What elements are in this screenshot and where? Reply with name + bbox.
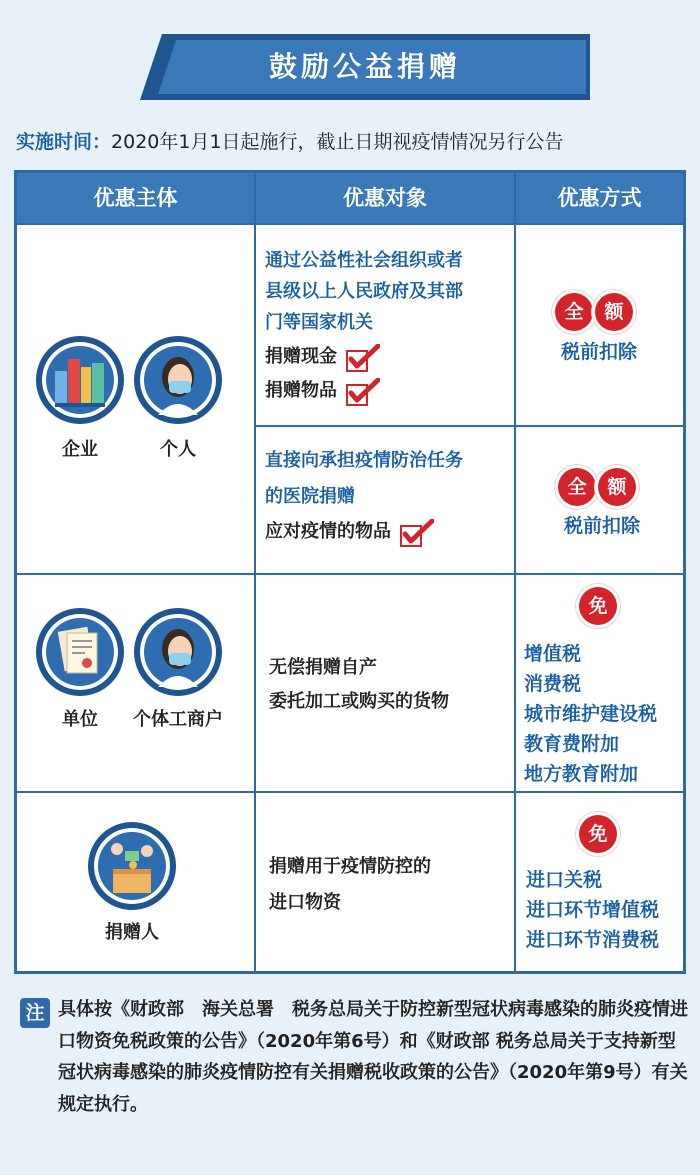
object-intro: 的医院捐赠 (265, 486, 355, 507)
object-line: 捐赠用于疫情防控的 (269, 856, 431, 877)
full-amount-badge (555, 293, 633, 331)
object-intro: 直接向承担疫情防治任务 (265, 450, 463, 471)
person-icon (133, 607, 223, 701)
object-intro: 门等国家机关 (265, 312, 373, 333)
exempt-badge (579, 815, 617, 853)
donation-icon (87, 821, 177, 915)
tax-item: 进口环节增值税 (526, 899, 660, 921)
tax-list (526, 865, 659, 955)
row-divider (17, 573, 683, 575)
object-line: 无偿捐赠自产 (269, 657, 377, 678)
object-intro: 县级以上人民政府及其部 (265, 281, 463, 302)
document-icon (35, 607, 125, 701)
badge-quan: 全 (555, 293, 593, 331)
tax-list (524, 639, 657, 789)
check-icon (346, 378, 380, 406)
tax-item: 进口环节消费税 (526, 929, 660, 951)
method-label: 税前扣除 (560, 341, 637, 363)
title-banner (140, 34, 590, 100)
object-cell (269, 849, 509, 921)
exempt-badge (579, 587, 617, 625)
tax-item: 教育费附加 (524, 733, 620, 755)
tax-item: 地方教育附加 (524, 763, 639, 785)
header-method: 优惠方式 (516, 173, 683, 223)
object-item: 捐赠现金 (265, 340, 511, 374)
note-text: 具体按《财政部 海关总署 税务总局关于防控新型冠状病毒感染的肺炎疫情进口物资免税政策的公告》（2020年第6号）和《财政部 税务总局关于支持新型冠状病毒感染的肺炎疫情防控有关捐赠税收政策的公告》（2020年第9号）有关规定执行。 (58, 999, 688, 1115)
policy-table (14, 170, 686, 974)
object-cell (269, 651, 509, 719)
badge-mian: 免 (579, 587, 617, 625)
object-item: 捐赠物品 (265, 374, 511, 408)
header-object: 优惠对象 (256, 173, 514, 223)
object-item: 应对疫情的物品 (265, 515, 511, 549)
row-divider (254, 425, 683, 427)
row-divider (17, 791, 683, 793)
check-icon (346, 344, 380, 372)
note-badge: 注 (20, 998, 50, 1028)
tax-item: 进口关税 (526, 869, 603, 891)
time-label: 实施时间： (16, 131, 112, 153)
badge-e: 额 (595, 293, 633, 331)
person-icon (133, 335, 223, 429)
header-subject: 优惠主体 (17, 173, 254, 223)
object-cell (265, 443, 511, 549)
tax-item: 消费税 (524, 673, 582, 695)
subject-label: 企业 (62, 439, 98, 460)
tax-item: 增值税 (524, 643, 582, 665)
full-amount-badge (558, 468, 636, 506)
column-divider (514, 173, 516, 971)
method-label: 税前扣除 (563, 515, 640, 537)
badge-mian: 免 (579, 815, 617, 853)
subject-label: 单位 (62, 709, 98, 730)
subject-label: 个体工商户 (133, 709, 223, 730)
subject-label: 捐赠人 (105, 922, 159, 943)
badge-quan: 全 (558, 468, 596, 506)
object-line: 委托加工或购买的货物 (269, 691, 449, 712)
object-line: 进口物资 (269, 892, 341, 913)
badge-e: 额 (598, 468, 636, 506)
row-divider (17, 223, 683, 225)
subject-label: 个人 (160, 439, 196, 460)
column-divider (254, 173, 256, 971)
object-cell (265, 245, 511, 408)
enterprise-icon (35, 335, 125, 429)
time-value: 2020年1月1日起施行，截止日期视疫情情况另行公告 (111, 131, 564, 153)
check-icon (400, 519, 434, 547)
object-intro: 通过公益性社会组织或者 (265, 250, 463, 271)
tax-item: 城市维护建设税 (524, 703, 658, 725)
page-title: 鼓励公益捐赠 (268, 50, 461, 83)
implementation-time (16, 128, 696, 156)
